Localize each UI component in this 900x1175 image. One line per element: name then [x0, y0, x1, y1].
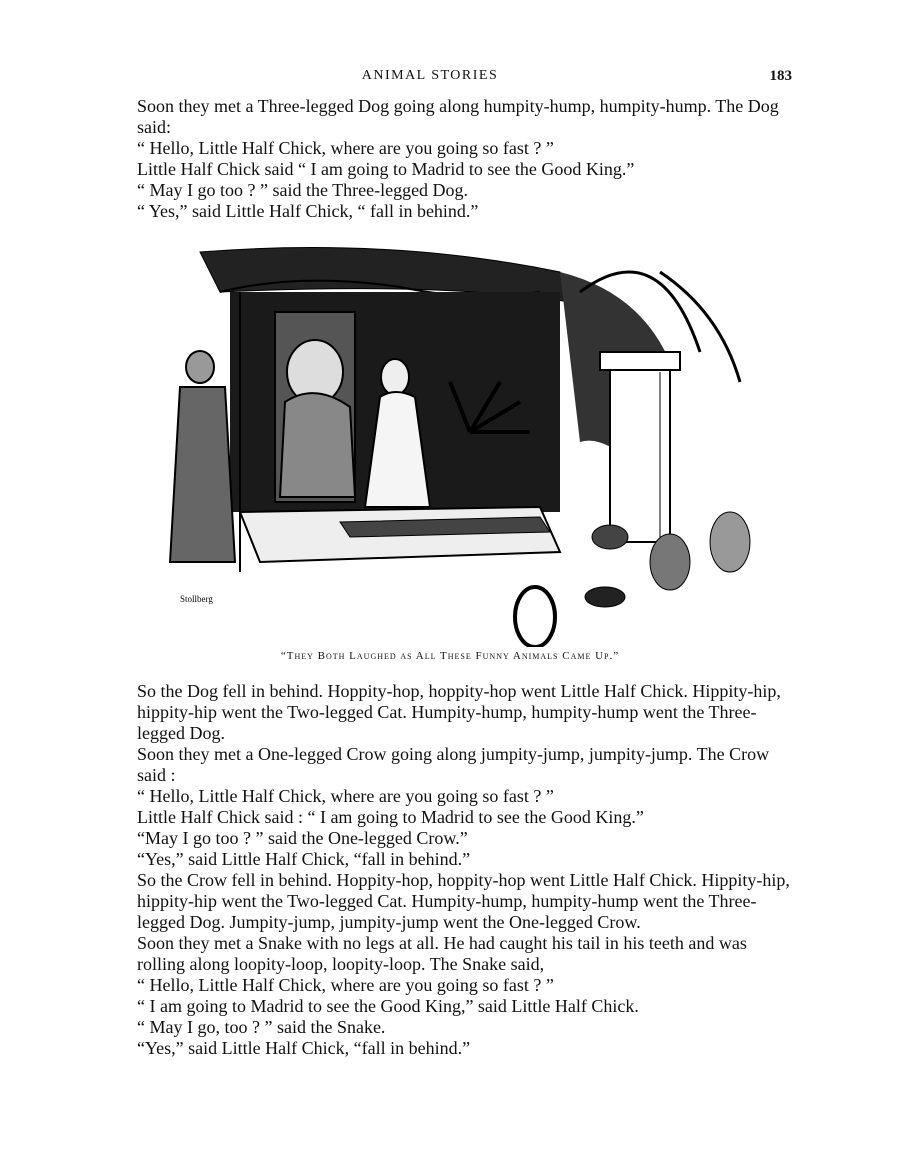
column — [610, 362, 670, 542]
paragraph: Soon they met a Three-legged Dog going along humpity-hump, humpity-hump. The Dog said: — [137, 96, 779, 137]
paragraph: Little Half Chick said : “ I am going to Madrid to see the Good King.” — [137, 807, 644, 827]
bottom-text-block — [137, 681, 792, 1059]
paragraph: “May I go too ? ” said the One-legged Crow.” — [137, 828, 468, 848]
artist-signature: Stollberg — [180, 594, 213, 604]
illustration-caption: “They Both Laughed as All These Funny Animals Came Up.” — [280, 650, 620, 662]
crow — [585, 587, 625, 607]
paragraph: “Yes,” said Little Half Chick, “fall in behind.” — [137, 849, 471, 869]
bird — [592, 525, 628, 549]
paragraph: “ Hello, Little Half Chick, where are you going so fast ? ” — [137, 138, 554, 158]
illustration-throne-room — [140, 232, 780, 647]
paragraph: So the Dog fell in behind. Hoppity-hop, hoppity-hop went Little Half Chick. Hippity-hip, hippity-hip went the Two-legged Cat. Humpity-hump, humpity-hump went the Three-legged Dog. — [137, 681, 781, 743]
paragraph: Soon they met a Snake with no legs at all. He had caught his tail in his teeth and was rolling along loopity-loop, loopity-loop. The Snake said, — [137, 933, 747, 974]
princess — [381, 359, 409, 395]
cat — [710, 512, 750, 572]
paragraph: So the Crow fell in behind. Hoppity-hop, hoppity-hop went Little Half Chick. Hippity-hip, hippity-hip went the Two-legged Cat. Humpity-hump, humpity-hump went the Three-legged Dog. Jumpity-jump, jumpity-jump went the One-legged Crow. — [137, 870, 790, 932]
paragraph: “ Hello, Little Half Chick, where are you going so fast ? ” — [137, 975, 554, 995]
paragraph: “ Hello, Little Half Chick, where are you going so fast ? ” — [137, 786, 554, 806]
paragraph: Soon they met a One-legged Crow going along jumpity-jump, jumpity-jump. The Crow said : — [137, 744, 770, 785]
half-chick — [650, 534, 690, 590]
page-number: 183 — [769, 68, 792, 84]
paragraph: “ Yes,” said Little Half Chick, “ fall in behind.” — [137, 201, 479, 221]
paragraph: “ I am going to Madrid to see the Good King,” said Little Half Chick. — [137, 996, 639, 1016]
guard — [186, 351, 214, 383]
snake-loop — [515, 587, 555, 647]
running-head: ANIMAL STORIES — [361, 68, 499, 83]
paragraph: “ May I go, too ? ” said the Snake. — [137, 1017, 386, 1037]
page-header — [0, 68, 900, 88]
paragraph: Little Half Chick said “ I am going to Madrid to see the Good King.” — [137, 159, 635, 179]
illustration-drawing — [140, 232, 780, 647]
paragraph: “Yes,” said Little Half Chick, “fall in behind.” — [137, 1038, 471, 1058]
top-text-block — [137, 96, 792, 222]
paragraph: “ May I go too ? ” said the Three-legged Dog. — [137, 180, 469, 200]
